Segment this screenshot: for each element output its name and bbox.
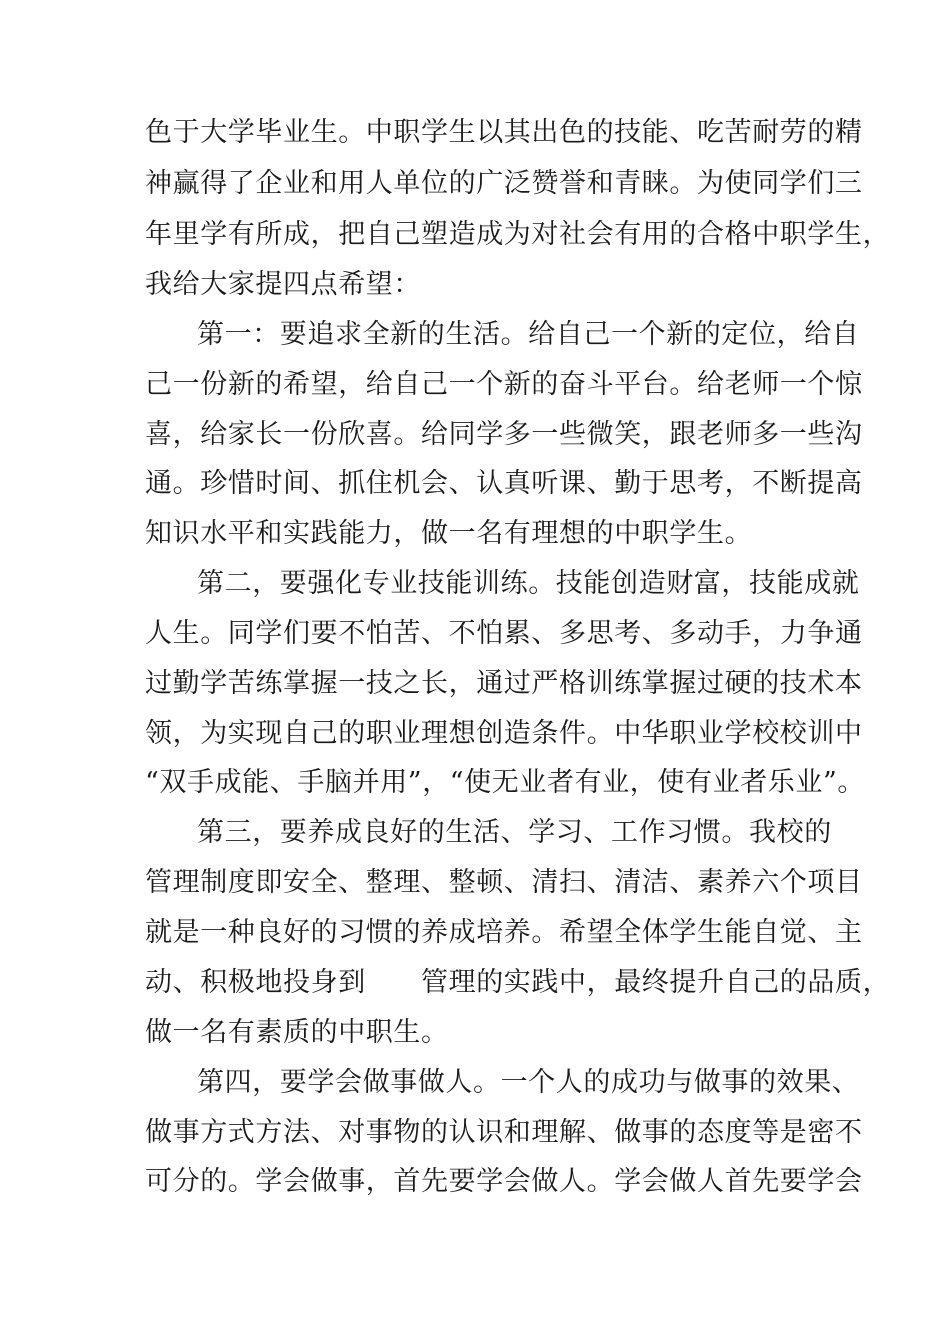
text-line: 过勤学苦练掌握一技之长，通过严格训练掌握过硬的技术本 (145, 668, 863, 699)
paragraph-2-first-line: 第二，要强化专业技能训练。技能创造财富，技能成就 (197, 568, 860, 599)
text-line: “双手成能、手脑并用”，“使无业者有业，使有业者乐业”。 (145, 767, 866, 798)
text-line: 年里学有所成，把自己塑造成为对社会有用的合格中职学生， (145, 219, 891, 250)
text-line: 做一名有素质的中职生。 (145, 1017, 449, 1048)
text-line: 己一份新的希望，给自己一个新的奋斗平台。给老师一个惊 (145, 369, 863, 400)
text-line: 通。珍惜时间、抓住机会、认真听课、勤于思考，不断提高 (145, 468, 863, 499)
paragraph-3-first-line: 第三，要养成良好的生活、学习、工作习惯。我校的 (197, 817, 832, 848)
text-line: 管理制度即安全、整理、整顿、清扫、清洁、素养六个项目 (145, 867, 863, 898)
paragraph-4-first-line: 第四，要学会做事做人。一个人的成功与做事的效果、 (197, 1067, 860, 1098)
text-line: 知识水平和实践能力，做一名有理想的中职学生。 (145, 518, 753, 549)
text-line: 色于大学毕业生。中职学生以其出色的技能、吃苦耐劳的精 (145, 117, 863, 148)
text-line: 做事方式方法、对事物的认识和理解、做事的态度等是密不 (145, 1117, 863, 1148)
paragraph-1-first-line: 第一：要追求全新的生活。给自己一个新的定位，给自 (197, 319, 860, 350)
text-line: 动、积极地投身到 管理的实践中，最终提升自己的品质， (145, 967, 891, 998)
text-line: 可分的。学会做事，首先要学会做人。学会做人首先要学会 (145, 1166, 863, 1197)
text-line: 神赢得了企业和用人单位的广泛赞誉和青睐。为使同学们三 (145, 168, 863, 199)
text-line: 喜，给家长一份欣喜。给同学多一些微笑，跟老师多一些沟 (145, 419, 863, 450)
text-line: 就是一种良好的习惯的养成培养。希望全体学生能自觉、主 (145, 917, 863, 948)
text-line: 领，为实现自己的职业理想创造条件。中华职业学校校训中 (145, 718, 863, 749)
text-line: 我给大家提四点希望： (145, 269, 421, 300)
text-line: 人生。同学们要不怕苦、不怕累、多思考、多动手，力争通 (145, 618, 863, 649)
